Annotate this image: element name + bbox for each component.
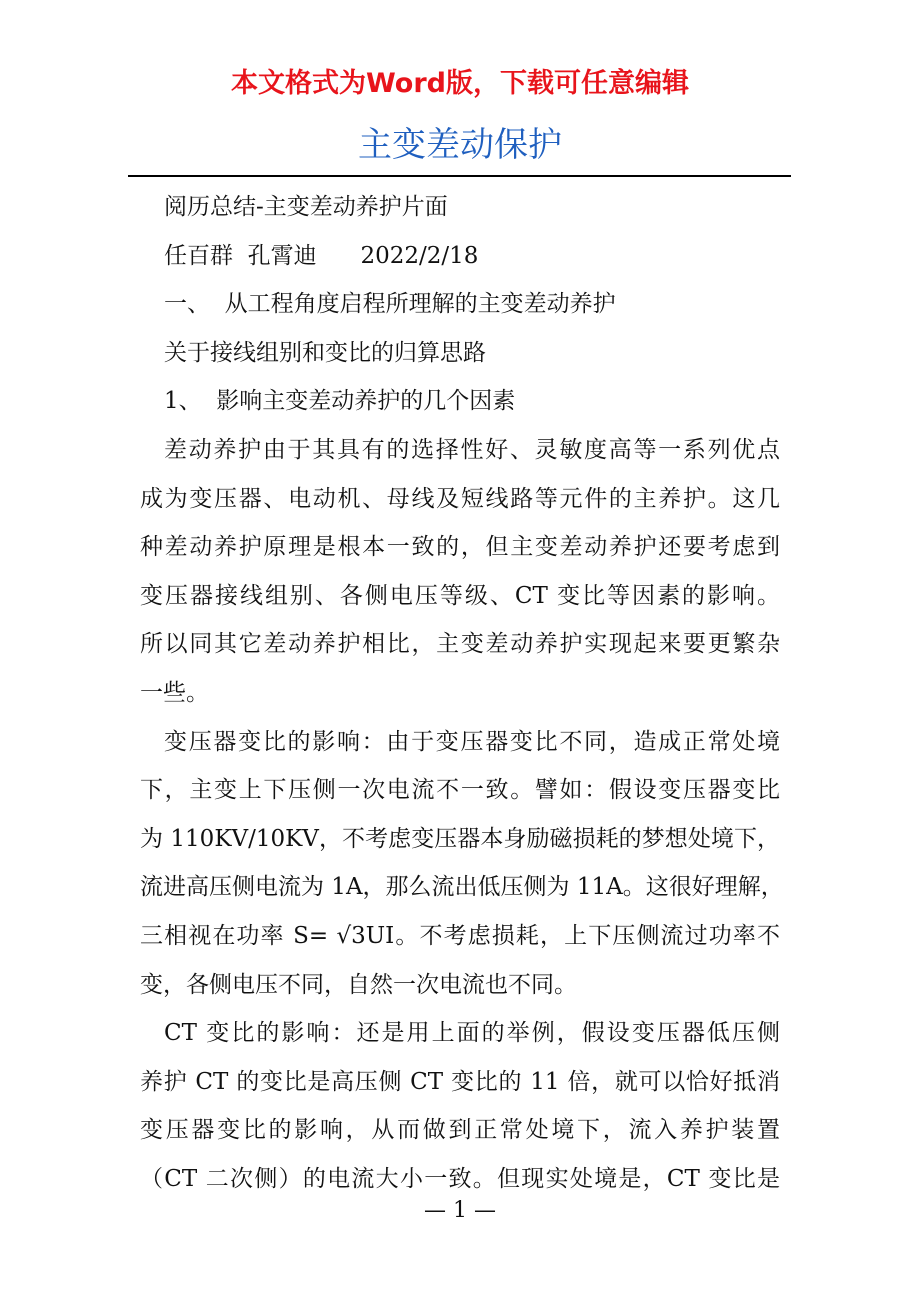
paragraph-line: 种差动养护原理是根本一致的，但主变差动养护还要考虑到 <box>140 534 780 561</box>
paragraph-line: 一些。 <box>140 679 209 706</box>
document-body <box>140 183 784 1203</box>
subtitle: 阅历总结-主变差动养护片面 <box>164 194 448 220</box>
paragraph-line: 为 110KV/10KV，不考虑变压器本身励磁损耗的梦想处境下， <box>140 825 780 852</box>
page-number: — 1 — <box>424 1198 496 1223</box>
heading-subsection: 关于接线组别和变比的归算思路 <box>164 339 486 366</box>
authors-date: 任百群 孔霄迪 2022/2/18 <box>164 242 479 269</box>
paragraph-line: 变，各侧电压不同，自然一次电流也不同。 <box>140 971 577 998</box>
paragraph-2 <box>140 718 784 1010</box>
heading-item-1: 1、 影响主变差动养护的几个因素 <box>164 388 516 415</box>
paragraph-line: （CT 二次侧）的电流大小一致。但现实处境是，CT 变比是 <box>140 1165 780 1192</box>
title-divider <box>128 175 791 177</box>
paragraph-line: 变压器接线组别、各侧电压等级、CT 变比等因素的影响。 <box>140 582 780 609</box>
paragraph-1 <box>140 426 780 718</box>
paragraph-line: 变压器变比的影响，从而做到正常处境下，流入养护装置 <box>140 1117 780 1144</box>
paragraph-line: 差动养护由于其具有的选择性好、灵敏度高等一系列优点 <box>164 436 780 463</box>
paragraph-line: 所以同其它差动养护相比，主变差动养护实现起来要更繁杂 <box>140 631 780 658</box>
paragraph-line: 成为变压器、电动机、母线及短线路等元件的主养护。这几 <box>140 485 780 512</box>
paragraph-line: CT 变比的影响：还是用上面的举例，假设变压器低压侧 <box>164 1020 780 1047</box>
document-title: 主变差动保护 <box>358 125 562 165</box>
paragraph-line: 流进高压侧电流为 1A，那么流出低压侧为 11A。这很好理解， <box>140 874 784 901</box>
paragraph-line: 养护 CT 的变比是高压侧 CT 变比的 11 倍，就可以恰好抵消 <box>140 1068 780 1095</box>
paragraph-line: 变压器变比的影响：由于变压器变比不同，造成正常处境 <box>164 728 780 755</box>
paragraph-line: 下，主变上下压侧一次电流不一致。譬如：假设变压器变比 <box>140 777 780 804</box>
format-banner: 本文格式为Word版，下载可任意编辑 <box>230 68 689 99</box>
paragraph-line: 三相视在功率 S= √3UI。不考虑损耗，上下压侧流过功率不 <box>140 922 780 949</box>
paragraph-3 <box>140 1009 780 1203</box>
heading-section-1: 一、 从工程角度启程所理解的主变差动养护 <box>164 291 616 318</box>
